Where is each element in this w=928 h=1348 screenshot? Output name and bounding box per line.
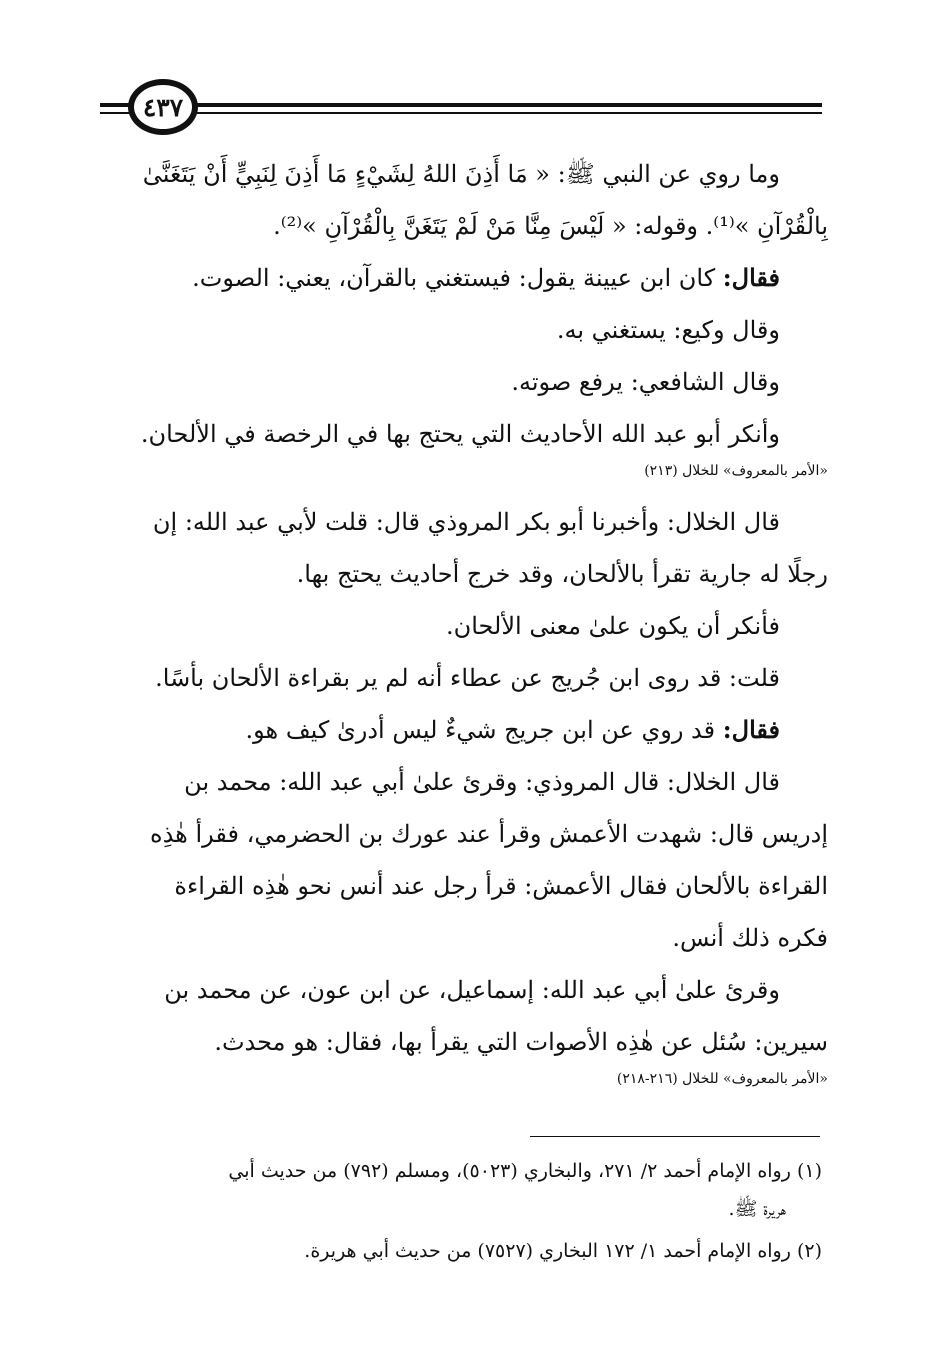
page-number-badge [128, 79, 198, 135]
speaker-label: فقال: [722, 715, 780, 744]
line-text: سيرين: سُئل عن هٰذِه الأصوات التي يقرأ بها، فقال: هو محدث. [214, 1028, 828, 1056]
footnote-line: (١) رواه الإمام أحمد ٢/ ٢٧١، والبخاري (٥٠٢٣)، ومسلم (٧٩٢) من حديث أبي [228, 1160, 822, 1182]
line-text: وما روي عن النبي ﷺ: « مَا أَذِنَ اللهُ لِشَيْءٍ مَا أَذِنَ لِنَبِيٍّ أَنْ يَتَغَنَّىٰ [142, 160, 780, 188]
text-line [92, 912, 828, 964]
footnote-separator [530, 1136, 820, 1137]
line-text: فكره ذلك أنس. [672, 924, 828, 952]
footnote-line: هريرة ﷺ. [728, 1198, 786, 1220]
line-text: إدريس قال: شهدت الأعمش وقرأ عند عورك بن الحضرمي، فقرأ هٰذِه [150, 820, 828, 848]
line-text: «الأمر بالمعروف» للخلال (٢١٣) [644, 463, 828, 479]
text-line [92, 1016, 828, 1068]
text-line [92, 860, 828, 912]
text-line [92, 356, 828, 408]
text-line [92, 808, 828, 860]
text-line [92, 408, 828, 460]
line-text: القراءة بالألحان فقال الأعمش: قرأ رجل عند أنس نحو هٰذِه القراءة [174, 872, 828, 900]
line-text: بِالْقُرْآنِ »⁽¹⁾. وقوله: « لَيْسَ مِنَّا مَنْ لَمْ يَتَغَنَّ بِالْقُرْآنِ »⁽²⁾. [273, 212, 828, 240]
text-line [92, 964, 828, 1016]
text-line [92, 304, 828, 356]
text-line [92, 148, 828, 200]
line-text: وقرئ علىٰ أبي عبد الله: إسماعيل، عن ابن عون، عن محمد بن [164, 976, 780, 1004]
text-line [92, 252, 828, 304]
line-text: وقال الشافعي: يرفع صوته. [511, 368, 780, 396]
main-text [92, 148, 828, 1098]
line-text: وقال وكيع: يستغني به. [556, 316, 780, 344]
footnotes [92, 1150, 822, 1272]
line-text: قد روي عن ابن جريج شيءٌ ليس أدرىٰ كيف هو. [245, 716, 723, 744]
source-reference [92, 460, 828, 490]
text-line [92, 600, 828, 652]
line-text: «الأمر بالمعروف» للخلال (٢١٦-٢١٨) [616, 1071, 828, 1087]
line-text: فأنكر أن يكون علىٰ معنى الألحان. [445, 612, 780, 640]
line-text: رجلًا له جارية تقرأ بالألحان، وقد خرج أحاديث يحتج بها. [296, 560, 828, 588]
page-header [0, 75, 928, 145]
speaker-label: فقال: [722, 263, 780, 292]
text-line [92, 652, 828, 704]
line-text: كان ابن عيينة يقول: فيستغني بالقرآن، يعني: الصوت. [192, 264, 723, 292]
text-line [92, 496, 828, 548]
text-line [92, 548, 828, 600]
line-text: وأنكر أبو عبد الله الأحاديث التي يحتج بها في الرخصة في الألحان. [140, 420, 780, 448]
source-reference [92, 1068, 828, 1098]
text-line [92, 704, 828, 756]
text-line [92, 200, 828, 252]
header-rule-thick [100, 103, 822, 107]
text-line [92, 756, 828, 808]
line-text: قلت: قد روى ابن جُريج عن عطاء أنه لم ير بقراءة الألحان بأسًا. [155, 664, 780, 692]
page-number: ٤٣٧ [142, 92, 184, 122]
footnote-line: (٢) رواه الإمام أحمد ١/ ١٧٢ البخاري (٧٥٢٧) من حديث أبي هريرة. [304, 1240, 822, 1262]
line-text: قال الخلال: قال المروذي: وقرئ علىٰ أبي عبد الله: محمد بن [184, 768, 780, 796]
line-text: قال الخلال: وأخبرنا أبو بكر المروذي قال: قلت لأبي عبد الله: إن [152, 508, 780, 536]
header-rule-thin [100, 112, 822, 114]
